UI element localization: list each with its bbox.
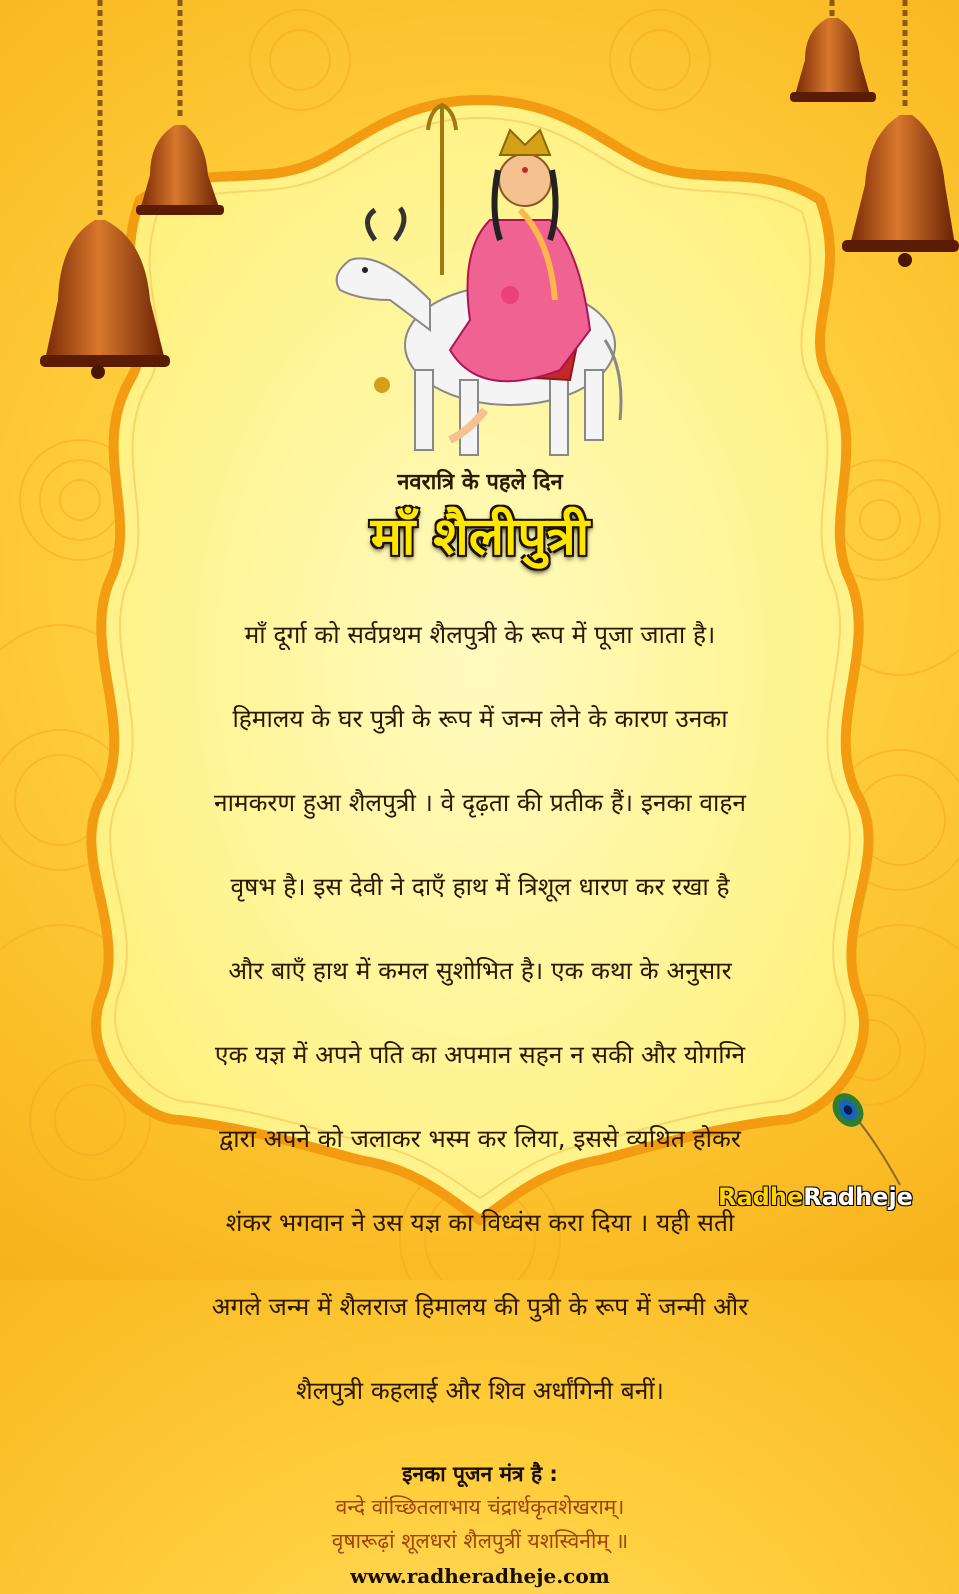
description-line: अगले जन्म में शैलराज हिमालय की पुत्री के रूप में जन्मी और <box>211 1292 749 1321</box>
subtitle: नवरात्रि के पहले दिन <box>397 470 563 495</box>
description-line: नामकरण हुआ शैलपुत्री । वे दृढ़ता की प्रतीक हैं। इनका वाहन <box>213 788 747 817</box>
description-line: और बाएँ हाथ में कमल सुशोभित है। एक कथा के अनुसार <box>228 956 732 985</box>
brand-logo <box>718 1183 913 1211</box>
description-line: वृषभ है। इस देवी ने दाएँ हाथ में त्रिशूल धारण कर रखा है <box>230 872 730 901</box>
goddess-illustration <box>320 100 640 470</box>
content-panel <box>130 466 830 1594</box>
description-line: द्वारा अपने को जलाकर भस्म कर लिया, इससे व्यथित होकर <box>219 1124 741 1153</box>
description-line: शैलपुत्री कहलाई और शिव अर्धांगिनी बनीं। <box>296 1376 664 1405</box>
description-line: माँ दूर्गा को सर्वप्रथम शैलपुत्री के रूप में पूजा जाता है। <box>244 620 716 649</box>
description-line: हिमालय के घर पुत्री के रूप में जन्म लेने के कारण उनका <box>232 704 728 733</box>
bell-icon <box>790 18 876 102</box>
mantra-line-1: वन्दे वांच्छितलाभाय चंद्रार्धकृतशेखराम्। <box>335 1495 625 1519</box>
bell-icon <box>136 125 224 215</box>
description-text <box>130 572 830 1454</box>
mantra-line-2: वृषारूढ़ां शूलधरां शैलपुत्रीं यशस्विनीम् ॥ <box>331 1529 629 1553</box>
description-line: एक यज्ञ में अपने पति का अपमान सहन न सकी और योगग्नि <box>214 1040 746 1069</box>
description-line: शंकर भगवान ने उस यज्ञ का विध्वंस करा दिया । यही सती <box>225 1208 735 1237</box>
page-title: माँ शैलीपुत्री <box>370 507 590 567</box>
brand-part-2: Radheje <box>803 1183 913 1211</box>
peacock-feather-icon <box>820 1090 910 1190</box>
mantra-heading: इनका पूजन मंत्र है : <box>402 1462 558 1486</box>
bell-icon <box>40 220 170 379</box>
bell-icon <box>842 115 959 267</box>
brand-part-1: Radhe <box>718 1183 804 1211</box>
trident-icon <box>428 105 456 275</box>
website-link[interactable]: www.radheradheje.com <box>350 1564 610 1588</box>
